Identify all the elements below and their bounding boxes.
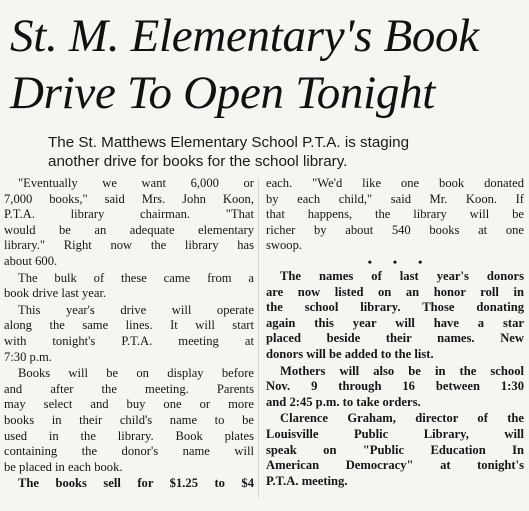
text-line: Nov. 9 through 16 between 1:30 (266, 379, 524, 394)
text-line: library." Right now the library has (4, 238, 254, 253)
paragraph-5 (4, 476, 254, 492)
paragraph-2 (4, 271, 254, 302)
text-line: donors will be added to the list. (266, 346, 434, 361)
section-separator: • • • (367, 254, 432, 269)
text-line: and 2:45 p.m. to take orders. (266, 394, 421, 409)
text-line: with tonight's P.T.A. meeting at (4, 333, 254, 348)
deck-line-1: The St. Matthews Elementary School P.T.A. is staging (48, 134, 410, 151)
deck-line-2: another drive for books for the school library. (48, 153, 348, 170)
text-line: 7:30 p.m. (4, 349, 52, 364)
headline-line-1: St. M. Elementary's Book (10, 10, 479, 62)
text-line: The books sell for $1.25 to $4 (18, 476, 254, 491)
paragraph-3 (266, 364, 524, 411)
text-line: Louisville Public Library, will (266, 426, 524, 441)
text-line: Mothers will also be in the school (280, 363, 524, 378)
text-line: containing the donor's name will (4, 444, 254, 459)
text-line: P.T.A. meeting. (266, 473, 348, 488)
text-line: each. "We'd like one book donated (266, 176, 524, 190)
headline (10, 8, 522, 122)
text-line: placed beside their names. New (266, 331, 524, 346)
text-line: P.T.A. library chairman. "That (4, 207, 254, 222)
text-line: "Eventually we want 6,000 or (18, 176, 254, 190)
deck-subhead (48, 133, 518, 171)
text-line: that happens, the library will be (266, 207, 524, 222)
text-line: swoop. (266, 238, 303, 253)
article-column-left (4, 176, 254, 493)
paragraph-1 (266, 176, 524, 254)
text-line: richer by about 540 books at one (266, 222, 524, 237)
text-line: by each child," said Mr. Koon. If (266, 191, 524, 206)
text-line: American Democracy" at tonight's (266, 458, 524, 473)
text-line: used in the library. Book plates (4, 428, 254, 443)
text-line: Books will be on display before (18, 366, 254, 381)
text-line: are now listed on an honor roll in (266, 284, 524, 299)
text-line: again this year will have a star (266, 315, 524, 330)
headline-line-2: Drive To Open Tonight (10, 67, 436, 119)
text-line: and after the meeting. Parents (4, 381, 254, 396)
text-line: books in their child's name to be (4, 412, 254, 427)
text-line: along the same lines. It will start (4, 318, 254, 333)
text-line: This year's drive will operate (18, 302, 254, 317)
paragraph-2 (266, 269, 524, 363)
text-line: book drive last year. (4, 286, 107, 301)
text-line: about 600. (4, 253, 58, 268)
text-line: The names of last year's donors (280, 268, 524, 283)
paragraph-4 (266, 411, 524, 489)
text-line: Clarence Graham, director of the (280, 411, 524, 426)
article-column-right (266, 176, 524, 490)
paragraph-3 (4, 303, 254, 365)
text-line: speak on "Public Education In (266, 442, 524, 457)
text-line: the school library. Those donating (266, 300, 524, 315)
text-line: 7,000 books," said Mrs. John Koon, (4, 191, 254, 206)
paragraph-1 (4, 176, 254, 270)
text-line: may select and buy one or more (4, 397, 254, 412)
text-line: be placed in each book. (4, 459, 123, 474)
text-line: The bulk of these came from a (18, 270, 254, 285)
text-line: would be an adequate elementary (4, 222, 254, 237)
paragraph-4 (4, 366, 254, 475)
column-divider (258, 178, 259, 498)
